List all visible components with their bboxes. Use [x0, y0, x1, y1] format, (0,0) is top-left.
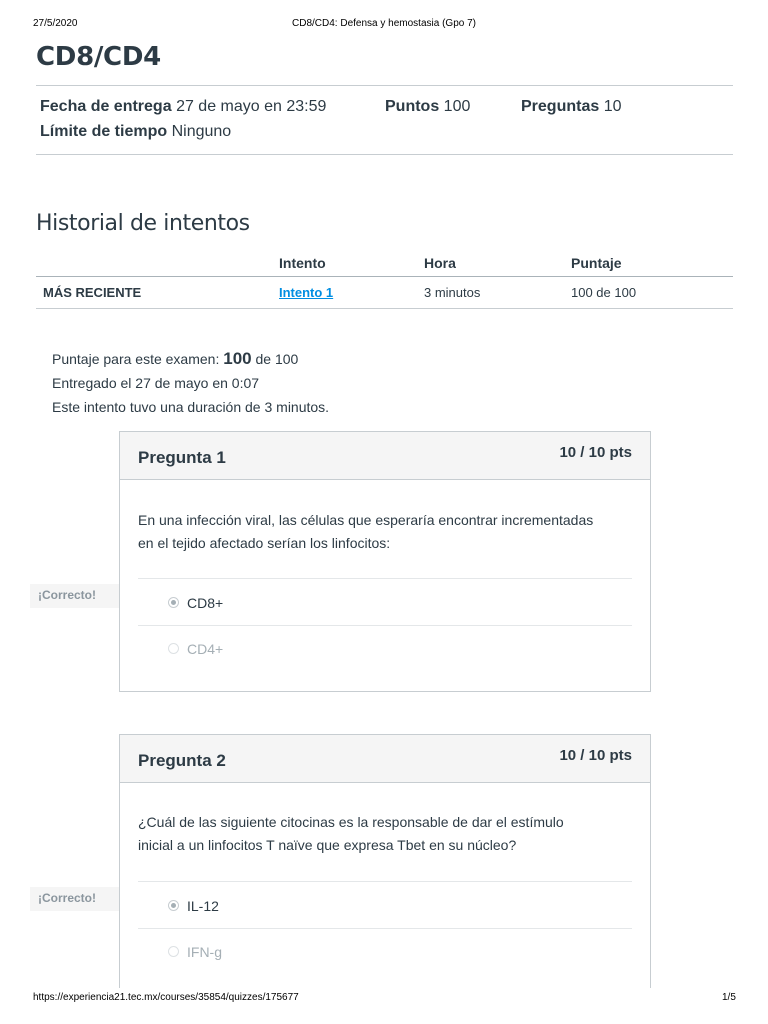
question-text	[138, 811, 638, 857]
answer-option[interactable]: CD8+	[187, 595, 224, 611]
attempt-score: 100 de 100	[571, 285, 637, 300]
question-header	[120, 735, 650, 783]
points	[385, 98, 470, 116]
questions-label: Preguntas	[521, 98, 600, 115]
page-title: CD8/CD4	[36, 42, 161, 72]
table-row-divider	[36, 308, 733, 309]
table-row	[36, 277, 733, 308]
attempt-link[interactable]: Intento 1	[279, 285, 334, 300]
points-value: 100	[443, 98, 471, 115]
questions-value: 10	[603, 98, 622, 115]
question-text-line: inicial a un linfocitos T naïve que expresa Tbet en su núcleo?	[138, 837, 517, 853]
score-summary	[52, 349, 298, 369]
answer-divider	[138, 881, 632, 882]
due-value: 27 de mayo en 23:59	[176, 98, 327, 115]
row-label: MÁS RECIENTE	[43, 285, 142, 300]
radio-button[interactable]	[168, 946, 179, 957]
question-text-line: ¿Cuál de las siguiente citocinas es la responsable de dar el estímulo	[138, 814, 564, 830]
score-value: 100	[223, 349, 252, 368]
attempt-time: 3 minutos	[424, 285, 481, 300]
score-suffix: de 100	[255, 351, 299, 367]
correct-flag: ¡Correcto!	[30, 887, 128, 911]
submitted-text: Entregado el 27 de mayo en 0:07	[52, 375, 260, 391]
question-card	[119, 734, 651, 988]
column-header-time: Hora	[424, 255, 456, 271]
divider	[36, 85, 733, 86]
column-header-score: Puntaje	[571, 255, 622, 271]
questions-count	[521, 98, 622, 116]
radio-button[interactable]	[168, 643, 179, 654]
answer-divider	[138, 928, 632, 929]
column-header-attempt: Intento	[279, 255, 326, 271]
question-text-line: En una infección viral, las células que esperaría encontrar incrementadas	[138, 512, 594, 528]
time-limit-value: Ninguno	[171, 123, 232, 140]
score-prefix: Puntaje para este examen:	[52, 351, 220, 367]
print-date: 27/5/2020	[33, 18, 78, 29]
question-card	[119, 431, 651, 692]
due-date	[40, 98, 326, 116]
time-limit-label: Límite de tiempo	[40, 123, 168, 140]
print-page-title: CD8/CD4: Defensa y hemostasia (Gpo 7)	[292, 18, 476, 29]
question-text-line: en el tejido afectado serían los linfocitos:	[138, 535, 391, 551]
radio-button[interactable]	[168, 597, 179, 608]
answer-option[interactable]: CD4+	[187, 641, 224, 657]
question-points: 10 / 10 pts	[559, 747, 632, 764]
due-label: Fecha de entrega	[40, 98, 172, 115]
question-header	[120, 432, 650, 480]
print-url: https://experiencia21.tec.mx/courses/35854/quizzes/175677	[33, 992, 299, 1003]
radio-button[interactable]	[168, 900, 179, 911]
answer-option[interactable]: IL-12	[187, 898, 219, 914]
question-title: Pregunta 1	[138, 448, 226, 467]
time-limit	[40, 123, 231, 141]
question-points: 10 / 10 pts	[559, 444, 632, 461]
question-text	[138, 509, 638, 555]
divider	[36, 154, 733, 155]
answer-divider	[138, 625, 632, 626]
history-heading: Historial de intentos	[36, 211, 250, 236]
print-page-number: 1/5	[722, 992, 736, 1003]
correct-flag: ¡Correcto!	[30, 584, 128, 608]
answer-divider	[138, 578, 632, 579]
points-label: Puntos	[385, 98, 440, 115]
answer-option[interactable]: IFN-g	[187, 944, 222, 960]
question-title: Pregunta 2	[138, 751, 226, 770]
duration-text: Este intento tuvo una duración de 3 minutos.	[52, 399, 330, 415]
